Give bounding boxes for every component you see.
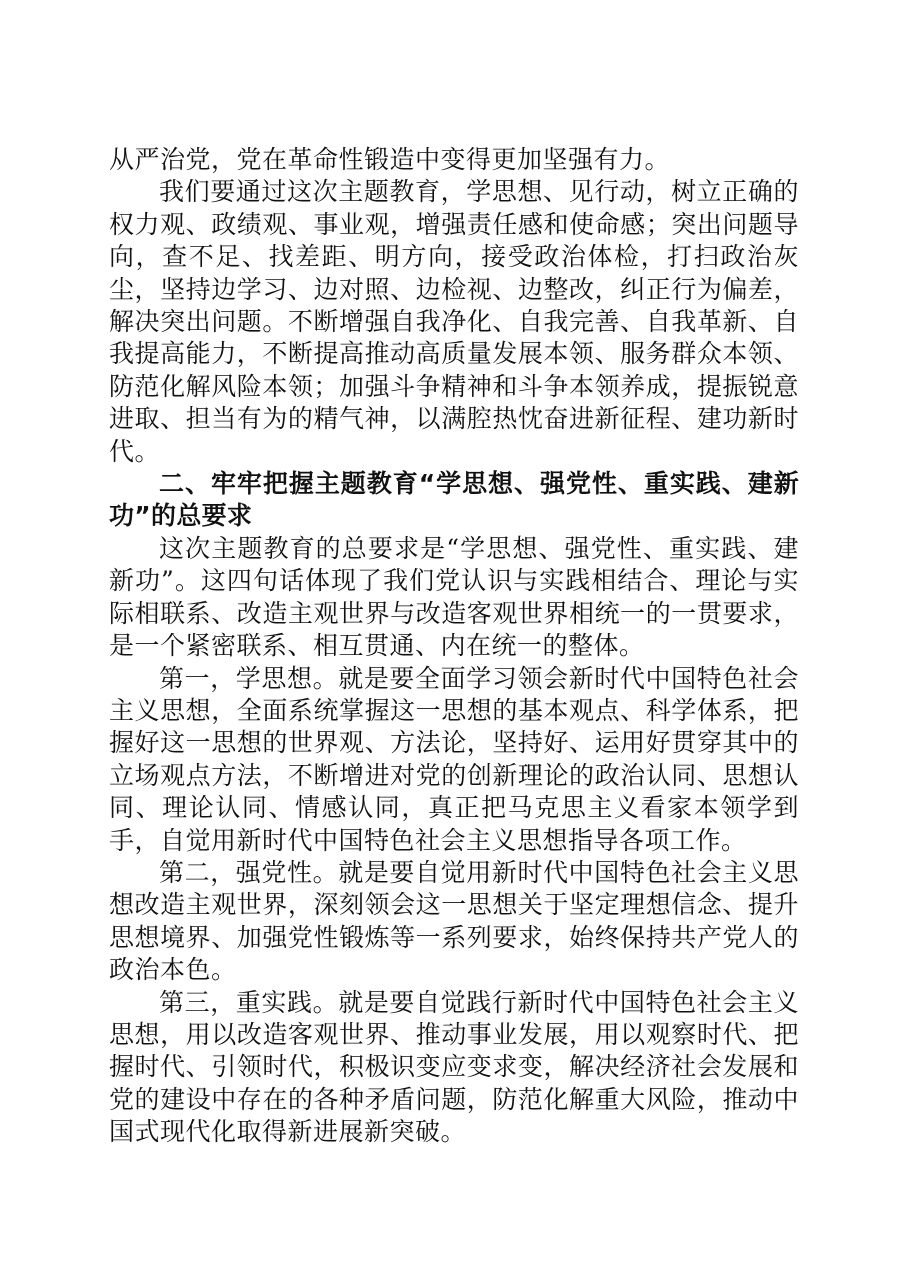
document-body xyxy=(109,144,799,1149)
paragraph-first-study-thought: 第一，学思想。就是要全面学习领会新时代中国特色社会主义思想，全面系统掌握这一思想的基本观点、科学体系，把握好这一思想的世界观、方法论，坚持好、运用好贯穿其中的立场观点方法，不断增进对党的创新理论的政治认同、思想认同、理论认同、情感认同，真正把马克思主义看家本领学到手，自觉用新时代中国特色社会主义思想指导各项工作。 xyxy=(109,663,799,855)
paragraph-third-emphasize-practice: 第三，重实践。就是要自觉践行新时代中国特色社会主义思想，用以改造客观世界、推动事业发展，用以观察时代、把握时代、引领时代，积极识变应变求变，解决经济社会发展和党的建设中存在的各种矛盾问题，防范化解重大风险，推动中国式现代化取得新进展新突破。 xyxy=(109,987,799,1147)
paragraph-theme-education-goals: 我们要通过这次主题教育，学思想、见行动，树立正确的权力观、政绩观、事业观，增强责任感和使命感；突出问题导向，查不足、找差距、明方向，接受政治体检，打扫政治灰尘，坚持边学习、边对照、边检视、边整改，纠正行为偏差，解决突出问题。不断增强自我净化、自我完善、自我革新、自我提高能力，不断提高推动高质量发展本领、服务群众本领、防范化解风险本领；加强斗争精神和斗争本领养成，提振锐意进取、担当有为的精气神，以满腔热忱奋进新征程、建功新时代。 xyxy=(109,177,799,466)
paragraph-general-requirements: 这次主题教育的总要求是“学思想、强党性、重实践、建新功”。这四句话体现了我们党认识与实践相结合、理论与实际相联系、改造主观世界与改造客观世界相统一的一贯要求，是一个紧密联系、相互贯通、内在统一的整体。 xyxy=(109,533,799,661)
paragraph-second-strengthen-party-spirit: 第二，强党性。就是要自觉用新时代中国特色社会主义思想改造主观世界，深刻领会这一思想关于坚定理想信念、提升思想境界、加强党性锻炼等一系列要求，始终保持共产党人的政治本色。 xyxy=(109,857,799,985)
section-heading-2: 二、牢牢把握主题教育“学思想、强党性、重实践、建新功”的总要求 xyxy=(109,469,799,531)
paragraph-continuation: 从严治党，党在革命性锻造中变得更加坚强有力。 xyxy=(109,145,671,174)
